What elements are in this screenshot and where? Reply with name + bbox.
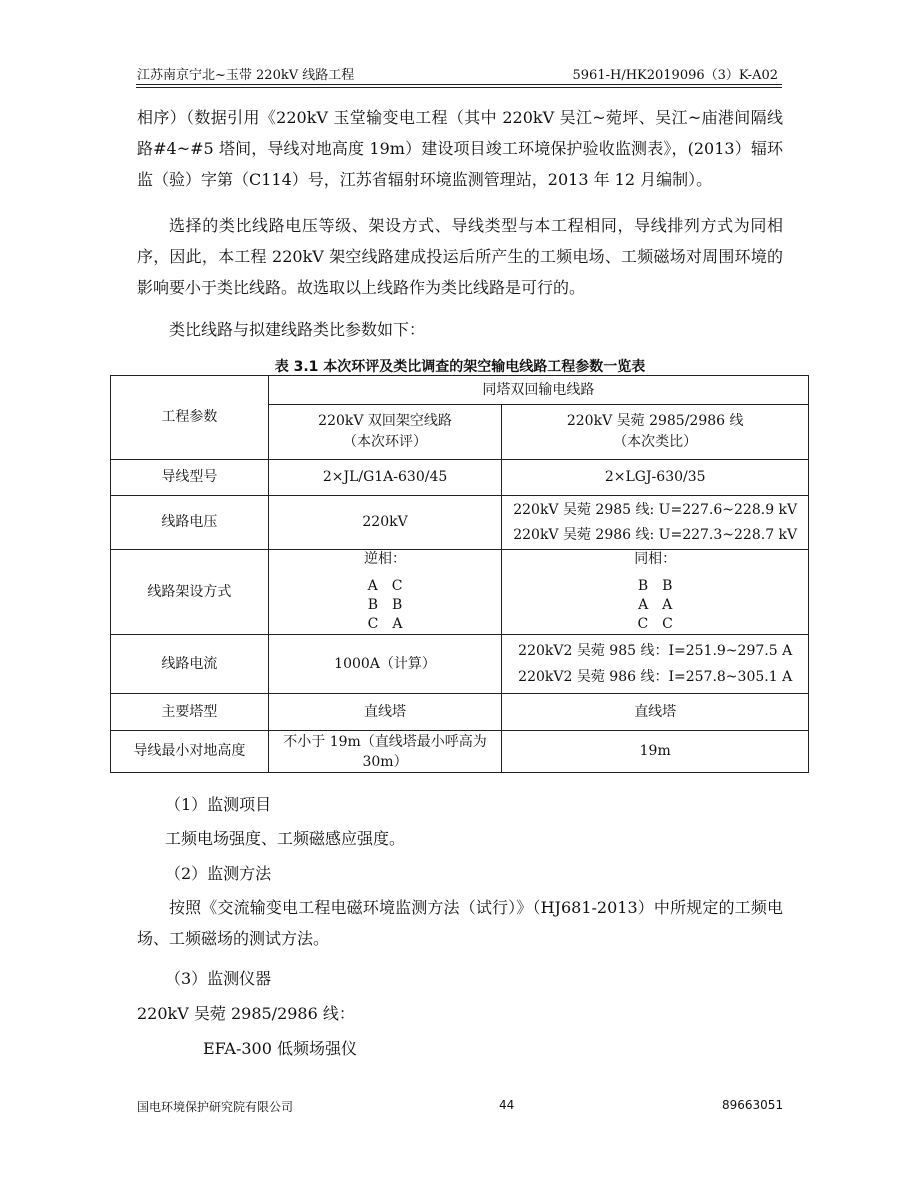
table-row <box>111 694 809 731</box>
table-header-col1 <box>268 405 502 460</box>
phase-type: 同相： <box>634 551 677 567</box>
footer-phone: 89663051 <box>722 1098 784 1112</box>
current-line-986: 220kV2 吴菀 986 线：I=257.8~305.1 A <box>518 669 793 685</box>
header-rule-thick <box>136 84 782 85</box>
cell-value: 2×JL/G1A-630/45 <box>268 460 502 496</box>
table-row <box>111 635 809 694</box>
phase-row: C A <box>367 616 403 632</box>
row-label: 线路架设方式 <box>111 550 269 635</box>
table-row <box>111 550 809 635</box>
col2-note: （本次类比） <box>613 434 698 450</box>
table-row <box>111 460 809 496</box>
table-header-col2 <box>502 405 809 460</box>
row-label: 导线型号 <box>111 460 269 496</box>
phase-row: B B <box>367 597 403 613</box>
voltage-line-2986: 220kV 吴菀 2986 线: U=227.3~228.7 kV <box>513 526 798 543</box>
parameter-table <box>110 375 809 773</box>
cell-value: 直线塔 <box>502 694 809 731</box>
cell-value: 1000A（计算） <box>268 635 502 694</box>
row-label: 线路电流 <box>111 635 269 694</box>
phase-row: B B <box>637 578 673 594</box>
cell-value: 不小于 19m（直线塔最小呼高为 30m） <box>268 731 502 773</box>
row-label: 线路电压 <box>111 496 269 550</box>
table-row <box>111 731 809 773</box>
paragraph-reference: 相序）（数据引用《220kV 玉堂输变电工程（其中 220kV 吴江~菀坪、吴江~庙港间隔线路#4~#5 塔间，导线对地高度 19m）建设项目竣工环境保护验收监测表》，(2013）辐环监（验）字第（C114）号，江苏省辐射环境监测管理站，2013 年 12 月编制）。 <box>137 108 783 189</box>
phase-row: A C <box>367 578 403 594</box>
phase-row: A A <box>638 597 673 613</box>
table-row <box>111 496 809 550</box>
row-label: 导线最小对地高度 <box>111 731 269 773</box>
instrument-line-name: 220kV 吴菀 2985/2986 线： <box>137 1004 355 1023</box>
paragraph-table-intro: 类比线路与拟建线路类比参数如下： <box>169 320 426 339</box>
header-rule-thin <box>136 87 782 88</box>
section-monitoring-items: （1）监测项目 <box>165 795 272 814</box>
monitoring-items-text: 工频电场强度、工频磁感应强度。 <box>165 829 406 848</box>
table-header-row <box>111 376 809 405</box>
voltage-line-2985: 220kV 吴菀 2985 线: U=227.6~228.9 kV <box>513 501 798 518</box>
footer-organization: 国电环境保护研究院有限公司 <box>137 1100 294 1114</box>
col1-note: （本次环评） <box>343 434 428 450</box>
section-monitoring-method: （2）监测方法 <box>165 864 272 883</box>
table-header-param: 工程参数 <box>111 376 269 460</box>
paragraph-analogy-justification: 选择的类比线路电压等级、架设方式、导线类型与本工程相同，导线排列方式为同相序，因此，本工程 220kV 架空线路建成投运后所产生的工频电场、工频磁场对周围环境的影响要小于类比线路。故选取以上线路作为类比线路是可行的。 <box>137 216 783 297</box>
instrument-name: EFA-300 低频场强仪 <box>203 1039 357 1058</box>
table-caption: 表 3.1 本次环评及类比调查的架空输电线路工程参数一览表 <box>274 359 646 375</box>
cell-value: 220kV <box>268 496 502 550</box>
cell-value: 2×LGJ-630/35 <box>502 460 809 496</box>
page-number: 44 <box>499 1098 515 1112</box>
col2-name: 220kV 吴菀 2985/2986 线 <box>566 413 744 429</box>
cell-value <box>268 550 502 635</box>
table-header-group: 同塔双回输电线路 <box>268 376 808 405</box>
header-document-code: 5961-H/HK2019096（3）K-A02 <box>572 68 778 83</box>
cell-value <box>502 496 809 550</box>
section-monitoring-instrument: （3）监测仪器 <box>165 969 272 988</box>
phase-row: C C <box>637 616 673 632</box>
monitoring-method-text: 按照《交流输变电工程电磁环境监测方法（试行）》（HJ681-2013）中所规定的工频电场、工频磁场的测试方法。 <box>137 898 783 948</box>
cell-value <box>502 635 809 694</box>
current-line-985: 220kV2 吴菀 985 线：I=251.9~297.5 A <box>518 643 793 659</box>
cell-value: 直线塔 <box>268 694 502 731</box>
phase-type: 逆相： <box>364 551 407 567</box>
cell-value <box>502 550 809 635</box>
col1-name: 220kV 双回架空线路 <box>318 413 452 429</box>
header-project-title: 江苏南京宁北~玉带 220kV 线路工程 <box>137 68 355 83</box>
cell-value: 19m <box>502 731 809 773</box>
row-label: 主要塔型 <box>111 694 269 731</box>
